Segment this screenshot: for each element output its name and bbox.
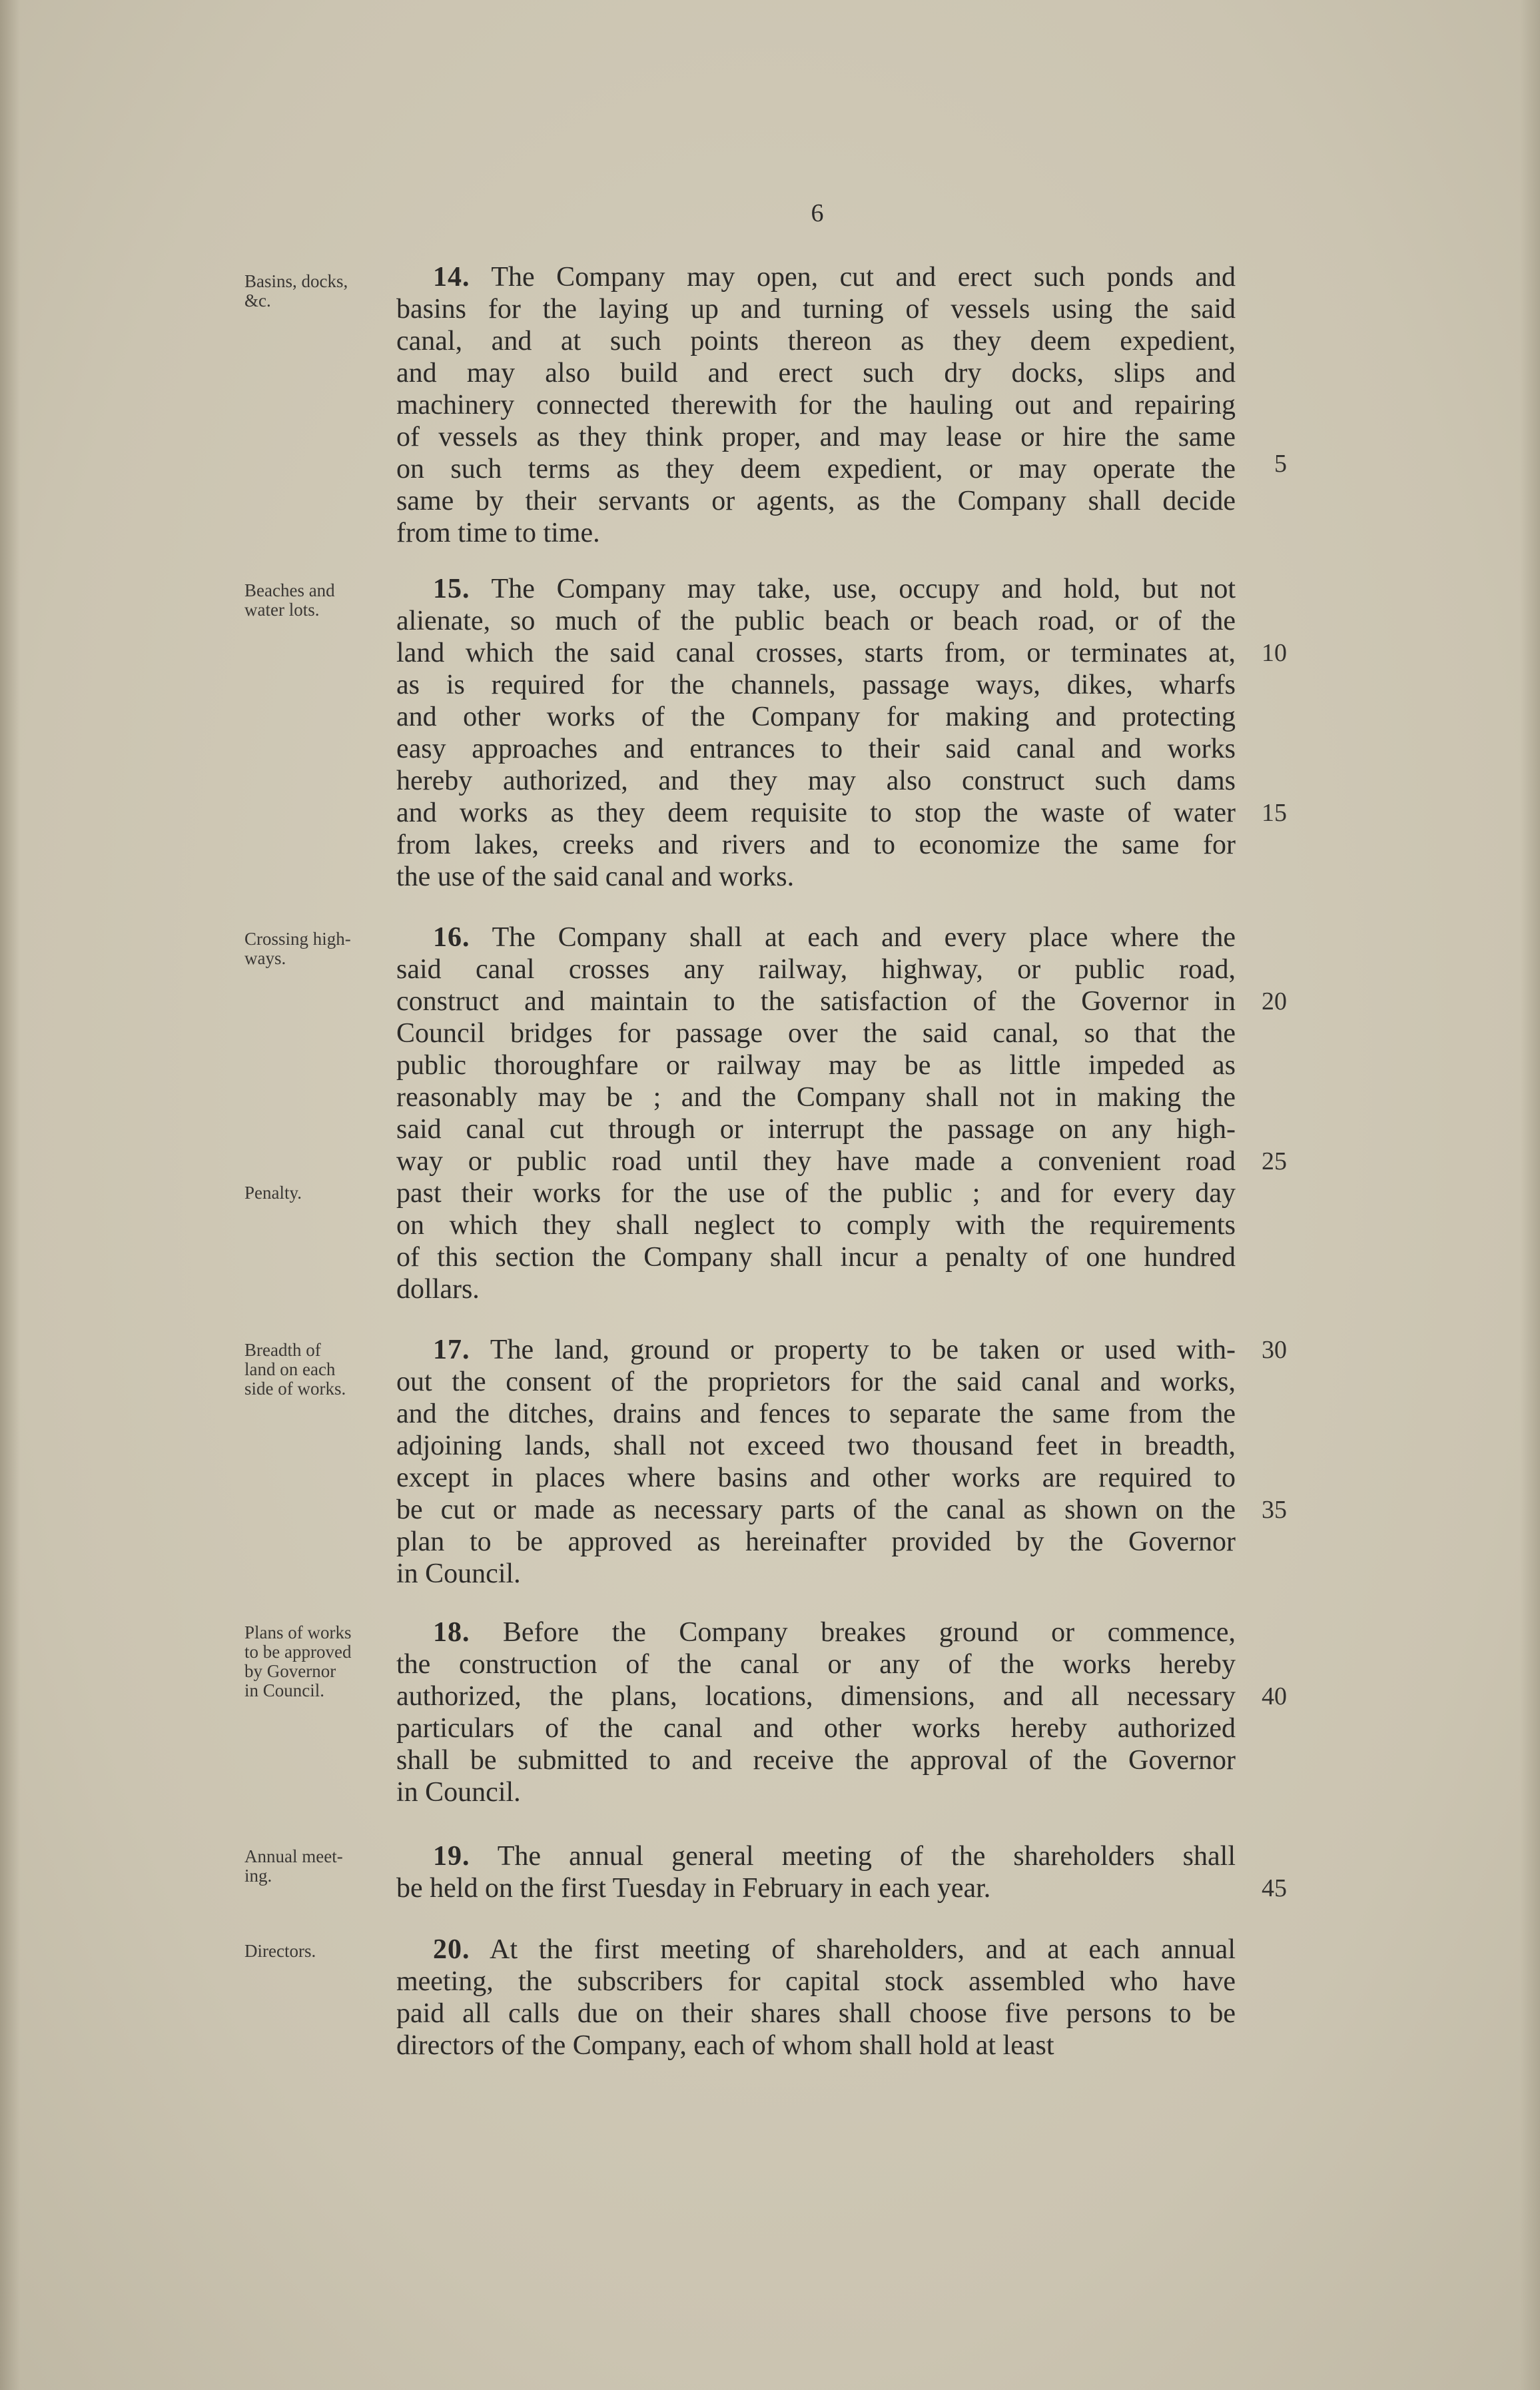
- section-text: [396, 1616, 1236, 1808]
- text-line: reasonably may be ; and the Company shall not in making the: [396, 1082, 1236, 1113]
- line-number: 10: [1262, 639, 1287, 667]
- line-number: 25: [1262, 1147, 1287, 1175]
- margin-note: Plans of works to be approved by Governor in Council.: [244, 1622, 352, 1700]
- section-number: 17.: [433, 1335, 470, 1365]
- text-line: 20. At the first meeting of shareholders, and at each annual: [433, 1934, 1236, 1965]
- text-line: 19. The annual general meeting of the shareholders shall: [433, 1841, 1236, 1872]
- text-line: dollars.: [396, 1274, 480, 1305]
- text-line: said canal cut through or interrupt the passage on any high-: [396, 1114, 1236, 1145]
- section-number: 19.: [433, 1841, 470, 1872]
- text-line: authorized, the plans, locations, dimensions, and all necessary: [396, 1681, 1236, 1712]
- text-line: 16. The Company shall at each and every place where the: [433, 922, 1236, 953]
- text-line: be held on the first Tuesday in February in each year.: [396, 1873, 991, 1904]
- text-line: adjoining lands, shall not exceed two thousand feet in breadth,: [396, 1431, 1236, 1461]
- margin-note: Beaches and water lots.: [244, 580, 335, 620]
- line-number: 20: [1262, 987, 1287, 1015]
- text-line: and may also build and erect such dry docks, slips and: [396, 358, 1236, 388]
- text-line: as is required for the channels, passage ways, dikes, wharfs: [396, 670, 1236, 700]
- text-line: in Council.: [396, 1777, 521, 1808]
- section-number: 18.: [433, 1617, 470, 1648]
- text-line: public thoroughfare or railway may be as little impeded as: [396, 1050, 1236, 1081]
- section-number: 20.: [433, 1934, 470, 1965]
- text-line: past their works for the use of the public ; and for every day: [396, 1178, 1236, 1209]
- text-line: 18. Before the Company breakes ground or commence,: [433, 1617, 1236, 1648]
- section-text: [396, 261, 1236, 549]
- text-line: easy approaches and entrances to their said canal and works: [396, 734, 1236, 764]
- section-number: 16.: [433, 922, 470, 953]
- margin-note: Directors.: [244, 1941, 316, 1961]
- text-line: of this section the Company shall incur a penalty of one hundred: [396, 1242, 1236, 1273]
- text-line: of vessels as they think proper, and may lease or hire the same: [396, 422, 1236, 452]
- text-line: directors of the Company, each of whom shall hold at least: [396, 2030, 1054, 2061]
- line-number: 5: [1274, 450, 1287, 478]
- text-line: from time to time.: [396, 518, 600, 548]
- margin-note: Crossing high- ways.: [244, 929, 351, 968]
- margin-note: Annual meet- ing.: [244, 1846, 343, 1886]
- text-line: and the ditches, drains and fences to separate the same from the: [396, 1399, 1236, 1429]
- text-line: 17. The land, ground or property to be taken or used with-: [433, 1335, 1236, 1365]
- line-number: 15: [1262, 799, 1287, 827]
- text-line: basins for the laying up and turning of vessels using the said: [396, 294, 1236, 324]
- text-line: the use of the said canal and works.: [396, 862, 795, 892]
- section-text: [396, 573, 1236, 893]
- text-line: be cut or made as necessary parts of the canal as shown on the: [396, 1494, 1236, 1525]
- text-line: the construction of the canal or any of the works hereby: [396, 1649, 1236, 1680]
- text-line: said canal crosses any railway, highway, or public road,: [396, 954, 1236, 985]
- text-line: on such terms as they deem expedient, or may operate the: [396, 454, 1236, 484]
- text-line: way or public road until they have made a convenient road: [396, 1146, 1236, 1177]
- margin-note: Breadth of land on each side of works.: [244, 1340, 346, 1399]
- margin-note: Basins, docks, &c.: [244, 271, 348, 310]
- text-line: in Council.: [396, 1558, 521, 1589]
- text-line: and other works of the Company for making and protecting: [396, 702, 1236, 732]
- text-line: plan to be approved as hereinafter provided by the Governor: [396, 1526, 1236, 1557]
- text-line: paid all calls due on their shares shall choose five persons to be: [396, 1998, 1236, 2029]
- margin-note-penalty: Penalty.: [244, 1183, 302, 1203]
- text-line: meeting, the subscribers for capital stock assembled who have: [396, 1966, 1236, 1997]
- section-text: [396, 1934, 1236, 2062]
- text-line: machinery connected therewith for the hauling out and repairing: [396, 390, 1236, 420]
- text-line: 14. The Company may open, cut and erect such ponds and: [433, 262, 1236, 293]
- text-line: except in places where basins and other works are required to: [396, 1463, 1236, 1493]
- text-line: construct and maintain to the satisfaction of the Governor in: [396, 986, 1236, 1017]
- text-line: on which they shall neglect to comply with the requirements: [396, 1210, 1236, 1241]
- text-line: out the consent of the proprietors for the said canal and works,: [396, 1367, 1236, 1397]
- line-number: 35: [1262, 1496, 1287, 1524]
- page-edge-left: [0, 0, 20, 2390]
- text-line: Council bridges for passage over the said canal, so that the: [396, 1018, 1236, 1049]
- text-line: shall be submitted to and receive the approval of the Governor: [396, 1745, 1236, 1776]
- page-edge-right: [1520, 0, 1540, 2390]
- line-number: 40: [1262, 1682, 1287, 1710]
- text-line: land which the said canal crosses, starts from, or terminates at,: [396, 638, 1236, 668]
- section-text: [396, 1840, 1236, 1904]
- line-number: 45: [1262, 1874, 1287, 1902]
- text-line: particulars of the canal and other works hereby authorized: [396, 1713, 1236, 1744]
- text-line: canal, and at such points thereon as they deem expedient,: [396, 326, 1236, 356]
- line-number: 30: [1262, 1336, 1287, 1364]
- text-line: 15. The Company may take, use, occupy and hold, but not: [433, 574, 1236, 604]
- section-number: 14.: [433, 262, 470, 293]
- text-line: and works as they deem requisite to stop the waste of water: [396, 798, 1236, 828]
- text-line: hereby authorized, and they may also construct such dams: [396, 766, 1236, 796]
- text-line: same by their servants or agents, as the Company shall decide: [396, 486, 1236, 516]
- section-text: [396, 1334, 1236, 1590]
- text-line: from lakes, creeks and rivers and to economize the same for: [396, 830, 1236, 860]
- text-line: alienate, so much of the public beach or beach road, or of the: [396, 606, 1236, 636]
- page-number: 6: [811, 199, 824, 227]
- section-text: [396, 921, 1236, 1305]
- section-number: 15.: [433, 574, 470, 604]
